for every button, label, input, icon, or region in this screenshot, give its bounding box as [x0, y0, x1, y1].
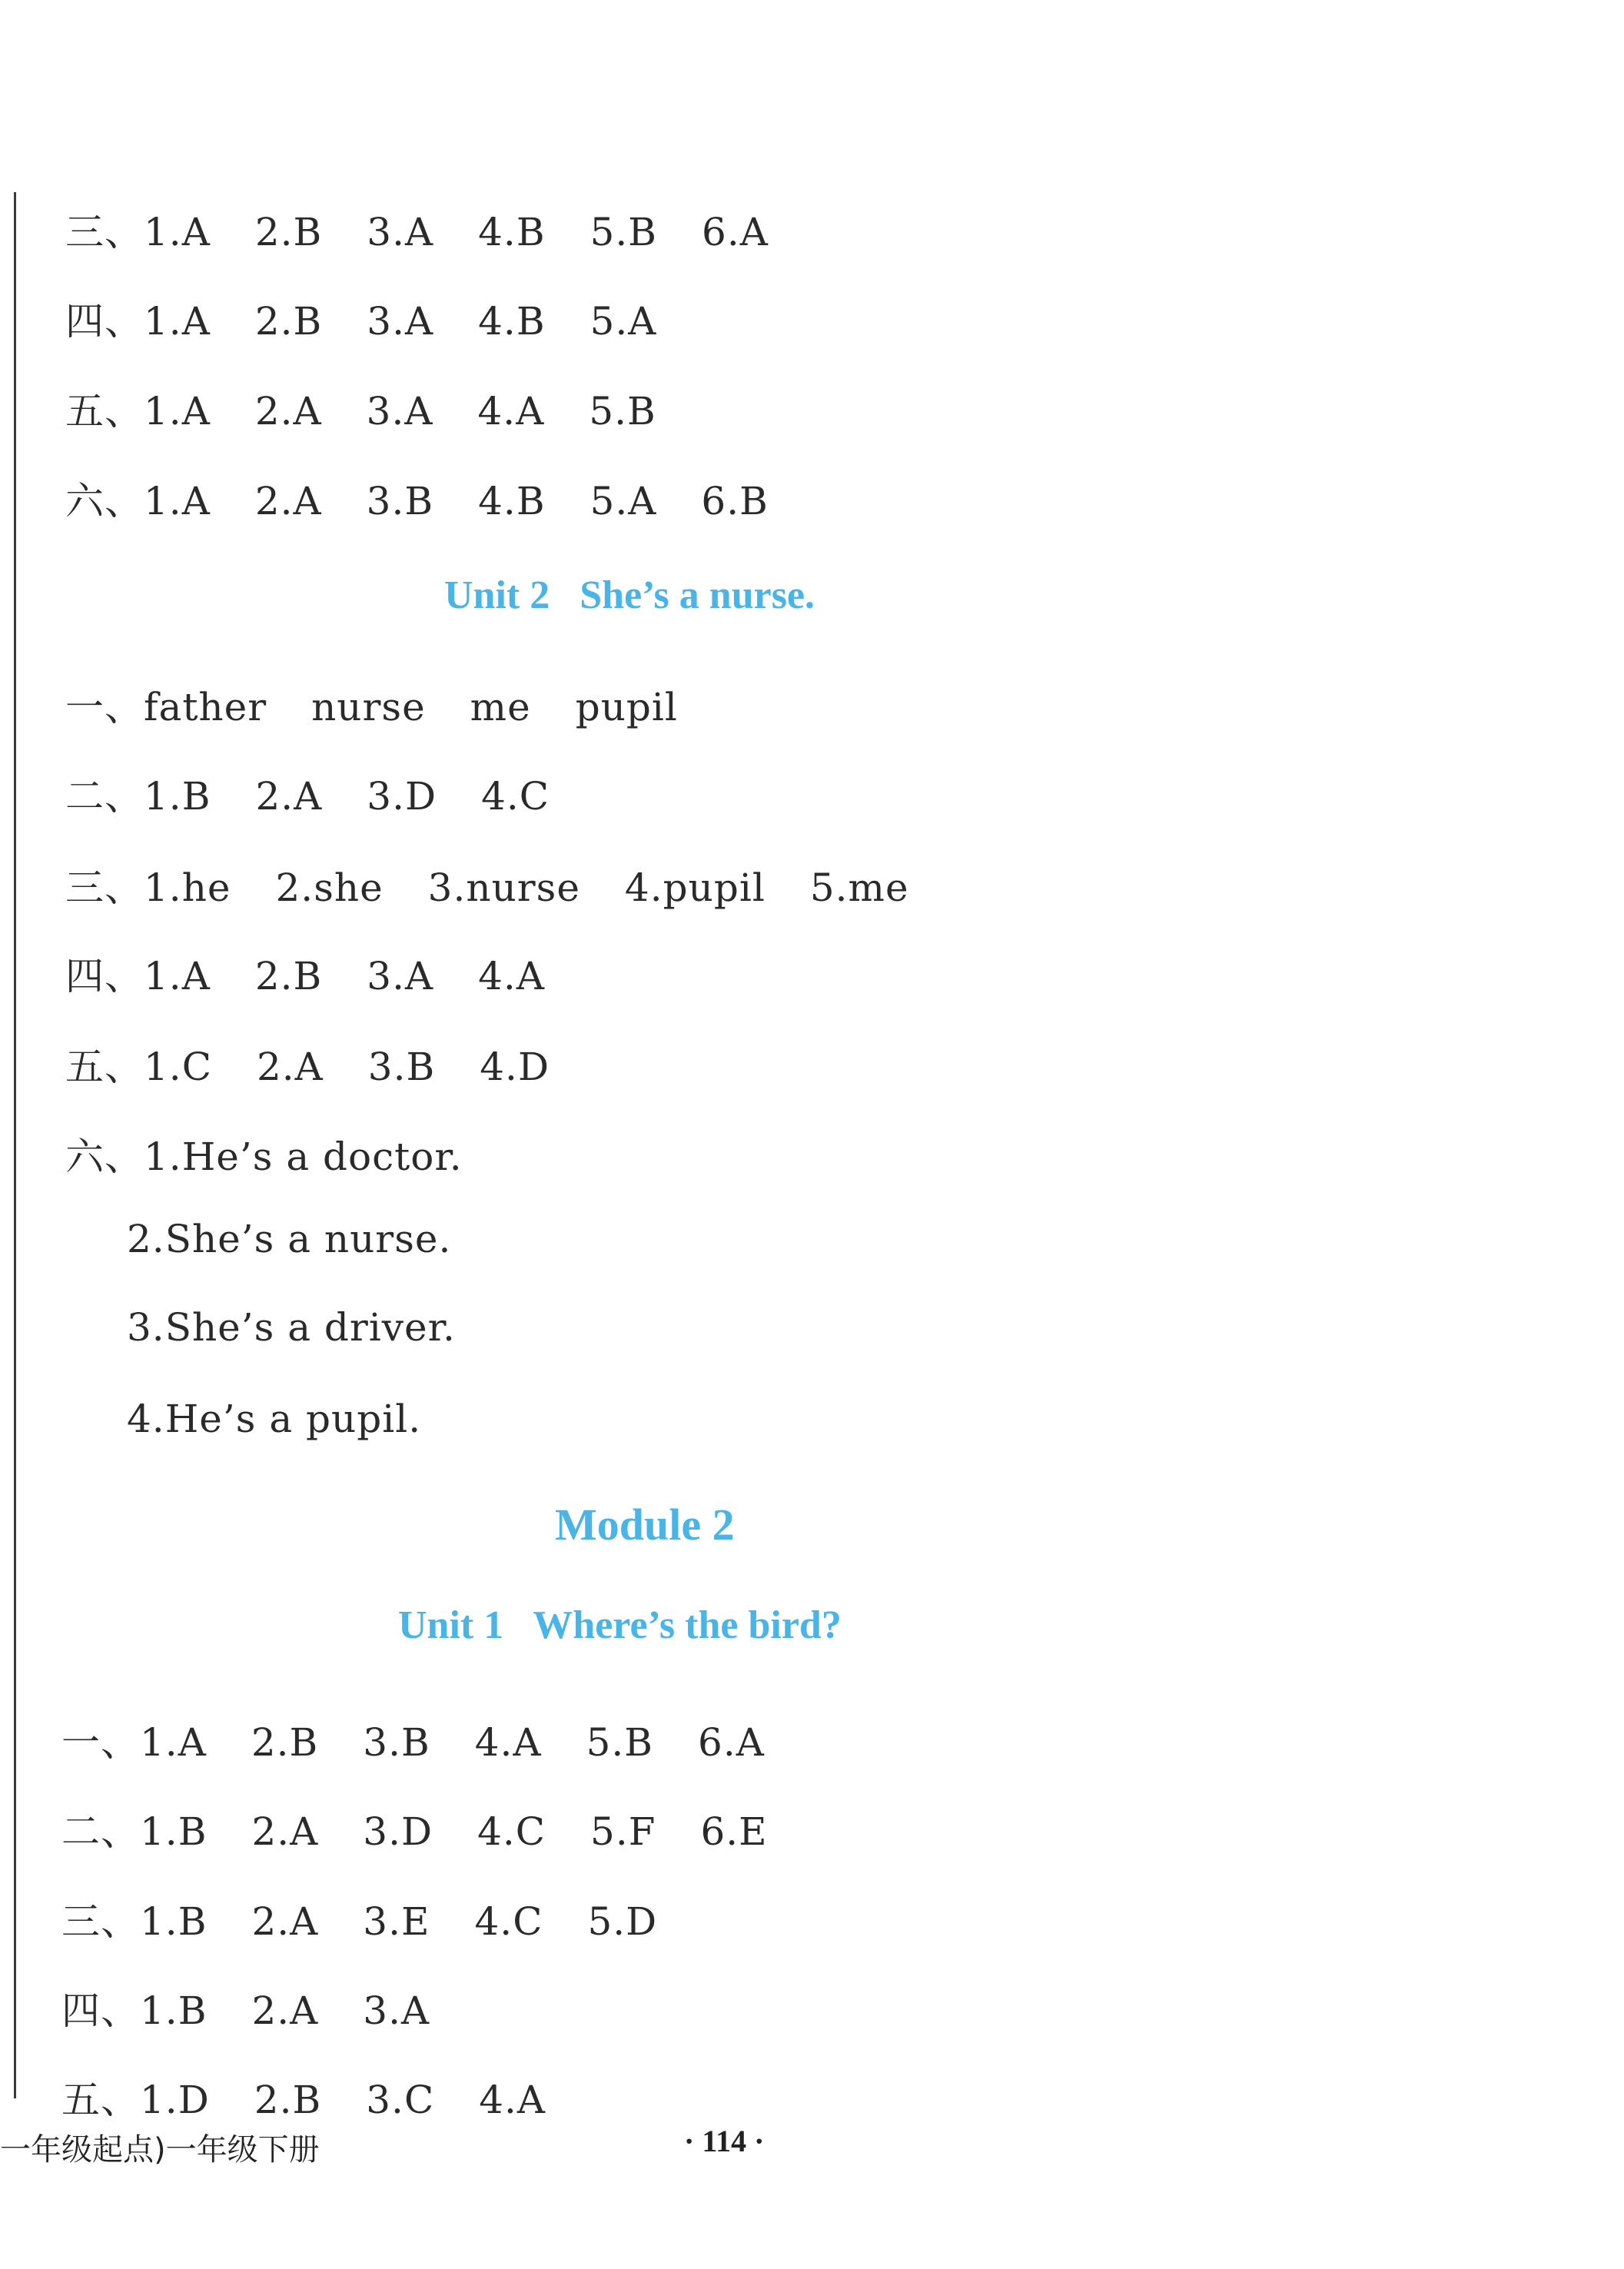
answer: 3.A: [367, 954, 434, 998]
answer: 5.D: [587, 1899, 658, 1944]
answer: 1.B: [140, 1809, 208, 1854]
answer: 3.D: [367, 774, 437, 819]
answer: 5.B: [589, 389, 656, 434]
question-label: 二、: [65, 774, 144, 819]
answer: 2.A: [254, 389, 322, 434]
answer: 2.A: [251, 1899, 319, 1944]
answer: 4.He’s a pupil.: [127, 1397, 422, 1441]
answer: 5.B: [589, 210, 658, 254]
answer: 2.B: [254, 954, 323, 998]
answer: 5.me: [809, 865, 909, 910]
answer: 4.A: [479, 2078, 546, 2122]
answer: 1.A: [140, 1720, 207, 1765]
answer-line: [127, 1217, 451, 1261]
answer-line: [61, 1980, 430, 2035]
answer: 2.B: [254, 299, 323, 344]
answer: 3.She’s a driver.: [127, 1305, 456, 1350]
answer: 3.A: [363, 1988, 430, 2033]
answer: 6.A: [698, 1720, 765, 1765]
answer: 2.B: [254, 210, 323, 254]
answer-line: [65, 1126, 463, 1181]
answer: 3.B: [367, 1045, 436, 1089]
answer: 2.A: [256, 1045, 324, 1089]
footer-book-title: 一年级起点)一年级下册: [0, 2132, 320, 2168]
answer: 6.A: [702, 210, 769, 254]
answer: 2.B: [254, 2078, 322, 2122]
answer: 1.A: [144, 954, 211, 998]
question-label: 五、: [65, 389, 144, 434]
question-label: 三、: [65, 210, 144, 254]
answer-line: [65, 857, 909, 912]
answer: 4.D: [480, 1045, 550, 1089]
answer: pupil: [575, 685, 678, 729]
answer: 4.pupil: [624, 865, 766, 910]
answer: 5.A: [589, 479, 657, 523]
answer: 2.B: [251, 1720, 319, 1765]
answer: 4.B: [478, 479, 546, 523]
answer-line: [61, 2069, 546, 2124]
answer: father: [144, 685, 267, 729]
answer: 4.B: [478, 210, 546, 254]
answer-line: [65, 676, 678, 732]
answer: 4.A: [474, 1720, 542, 1765]
answer: 2.she: [275, 865, 384, 910]
unit-heading: Unit 1 Where’s the bird?: [398, 1603, 842, 1647]
answer-line: [65, 291, 656, 346]
answer-line: [65, 470, 769, 526]
answer: 1.A: [144, 210, 211, 254]
answer: nurse: [311, 685, 426, 729]
answer-line: [65, 945, 545, 1001]
answer: 6.E: [700, 1809, 768, 1854]
answer: 4.A: [478, 954, 545, 998]
answer-line: [65, 1036, 550, 1091]
answer: 3.D: [363, 1809, 433, 1854]
answer: 3.A: [366, 389, 433, 434]
answer: 1.B: [140, 1899, 208, 1944]
answer-line: [127, 1397, 421, 1441]
answer: 3.A: [367, 299, 434, 344]
module-heading: Module 2: [555, 1500, 735, 1550]
question-label: 一、: [65, 685, 144, 729]
answer-line: [61, 1801, 768, 1856]
answer: 4.B: [478, 299, 546, 344]
answer-line: [65, 380, 656, 436]
answer: 3.C: [366, 2078, 435, 2122]
answer: 3.A: [367, 210, 434, 254]
answer: 1.C: [144, 1045, 212, 1089]
answer: 4.C: [481, 774, 550, 819]
question-label: 一、: [61, 1720, 140, 1765]
margin-rule: [14, 192, 16, 2098]
answer: 1.A: [144, 479, 211, 523]
question-label: 六、: [65, 479, 144, 523]
answer: 4.C: [474, 1899, 543, 1944]
question-label: 三、: [65, 865, 144, 910]
question-label: 三、: [61, 1899, 140, 1944]
answer: 3.nurse: [427, 865, 580, 910]
answer: 1.B: [144, 774, 211, 819]
unit-heading: Unit 2 She’s a nurse.: [444, 573, 815, 617]
question-label: 四、: [65, 954, 144, 998]
answer: 2.A: [251, 1809, 319, 1854]
answer: 2.She’s a nurse.: [127, 1217, 452, 1261]
answer-line: [61, 1891, 657, 1946]
answer: 4.A: [477, 389, 545, 434]
answer: 2.A: [255, 774, 323, 819]
question-label: 五、: [61, 2078, 140, 2122]
answer: 1.B: [140, 1988, 208, 2033]
question-label: 六、: [65, 1134, 144, 1179]
answer: 4.C: [477, 1809, 546, 1854]
answer-line: [61, 1712, 765, 1767]
answer: 5.A: [589, 299, 657, 344]
answer: 3.E: [363, 1899, 430, 1944]
answer-line: [65, 201, 769, 257]
answer: 1.He’s a doctor.: [144, 1134, 463, 1179]
answer: 1.he: [144, 865, 231, 910]
question-label: 五、: [65, 1045, 144, 1089]
question-label: 四、: [61, 1988, 140, 2033]
answer: 6.B: [701, 479, 769, 523]
answer-line: [65, 766, 550, 821]
answer: 2.A: [254, 479, 322, 523]
answer: 2.A: [251, 1988, 319, 2033]
question-label: 四、: [65, 299, 144, 344]
answer: 3.B: [366, 479, 434, 523]
page-number: · 114 ·: [684, 2124, 765, 2158]
answer: me: [470, 685, 531, 729]
answer: 1.D: [140, 2078, 210, 2122]
answer: 3.B: [363, 1720, 430, 1765]
answer: 1.A: [144, 389, 211, 434]
answer: 5.F: [590, 1809, 656, 1854]
answer-line: [127, 1305, 456, 1350]
question-label: 二、: [61, 1809, 140, 1854]
answer: 1.A: [144, 299, 211, 344]
answer: 5.B: [586, 1720, 654, 1765]
